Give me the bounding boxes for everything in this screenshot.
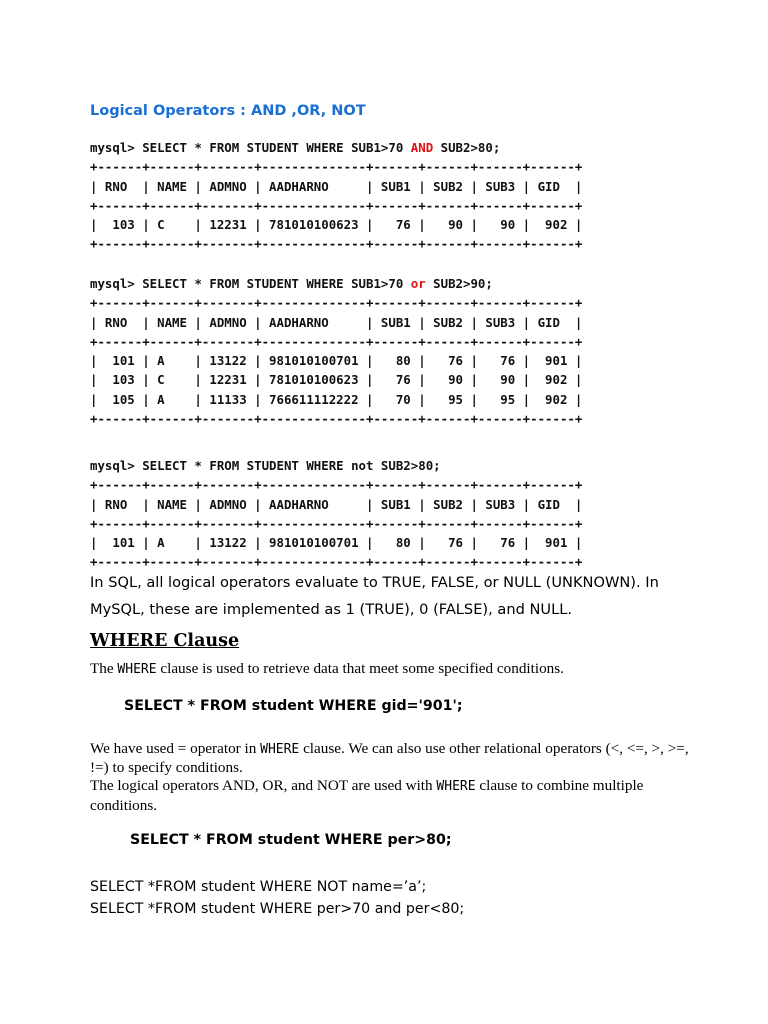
query-or-result-table: +------+------+-------+--------------+------+------+------+------+ | RNO | NAME | ADMNO | AADHARNO | SUB1 | SUB2 | SUB3 | GID | +------+------+-------+--------------+------+------+------+------+ | 101 | A | 13122 | 981010100701 | 80 | 76 | 76 | 901 | | 103 | C | 12231 | 781010100623 | 76 | 90 | 90 | 902 | | 105 | A | 11133 | 766611112222 | 70 | 95 | 95 | 902 | +------+------+-------+--------------+------+------+------+------+ (90, 295, 583, 427)
query-or-prefix: mysql> SELECT * FROM STUDENT WHERE SUB1>70 (90, 276, 411, 291)
where-clause-title: WHERE Clause (90, 631, 240, 651)
example-query-gid: SELECT * FROM student WHERE gid='901'; (124, 698, 463, 714)
query-not-command: mysql> SELECT * FROM STUDENT WHERE not SUB2>80; (90, 458, 441, 473)
where-intro-text-rest: clause is used to retrieve data that meet some specified conditions. (156, 660, 564, 677)
and-keyword: AND (410, 140, 434, 155)
query-or-block (90, 274, 582, 428)
para-text-c: The logical operators AND, OR, and NOT are used with (90, 777, 437, 795)
where-code-inline-2: WHERE (260, 742, 300, 757)
query-not-result-table: +------+------+-------+--------------+------+------+------+------+ | RNO | NAME | ADMNO | AADHARNO | SUB1 | SUB2 | SUB3 | GID | +------+------+-------+--------------+------+------+------+------+ | 101 | A | 13122 | 981010100701 | 80 | 76 | 76 | 901 | +------+------+-------+--------------+------+------+------+------+ (90, 477, 583, 570)
where-code-inline-3: WHERE (436, 779, 476, 795)
para-text-a: We have used = operator in (90, 740, 261, 757)
para-text-d: clause to combine multiple conditions. (90, 777, 644, 814)
example-query-per-range: SELECT *FROM student WHERE per>70 and per<80; (90, 901, 465, 917)
query-and-result-table: +------+------+-------+--------------+------+------+------+------+ | RNO | NAME | ADMNO | AADHARNO | SUB1 | SUB2 | SUB3 | GID | +------+------+-------+--------------+------+------+------+------+ | 103 | C | 12231 | 781010100623 | 76 | 90 | 90 | 902 | +------+------+-------+--------------+------+------+------+------+ (90, 159, 583, 252)
section-heading: Logical Operators : AND ,OR, NOT (90, 103, 366, 119)
para-text-b: clause. We can also use other relational operators (<, <=, >, >=, !=) to specify conditions. (90, 740, 689, 777)
query-not-block (90, 456, 582, 572)
query-and-prefix: mysql> SELECT * FROM STUDENT WHERE SUB1>70 (90, 140, 411, 155)
logical-operators-note: In SQL, all logical operators evaluate to TRUE, FALSE, or NULL (UNKNOWN). In MySQL, these are implemented as 1 (TRUE), 0 (FALSE), and NULL. (90, 574, 659, 618)
relational-operators-paragraph (90, 740, 690, 815)
query-and-suffix: SUB2>80; (433, 140, 501, 155)
where-intro-text: The (90, 660, 118, 677)
example-query-per: SELECT * FROM student WHERE per>80; (130, 832, 452, 848)
query-or-suffix: SUB2>90; (425, 276, 493, 291)
example-query-not-name: SELECT *FROM student WHERE NOT name=’a’; (90, 879, 427, 895)
where-code-inline: WHERE (117, 662, 157, 677)
where-intro-paragraph (90, 660, 690, 679)
or-keyword: or (410, 276, 426, 291)
query-and-block (90, 138, 582, 254)
